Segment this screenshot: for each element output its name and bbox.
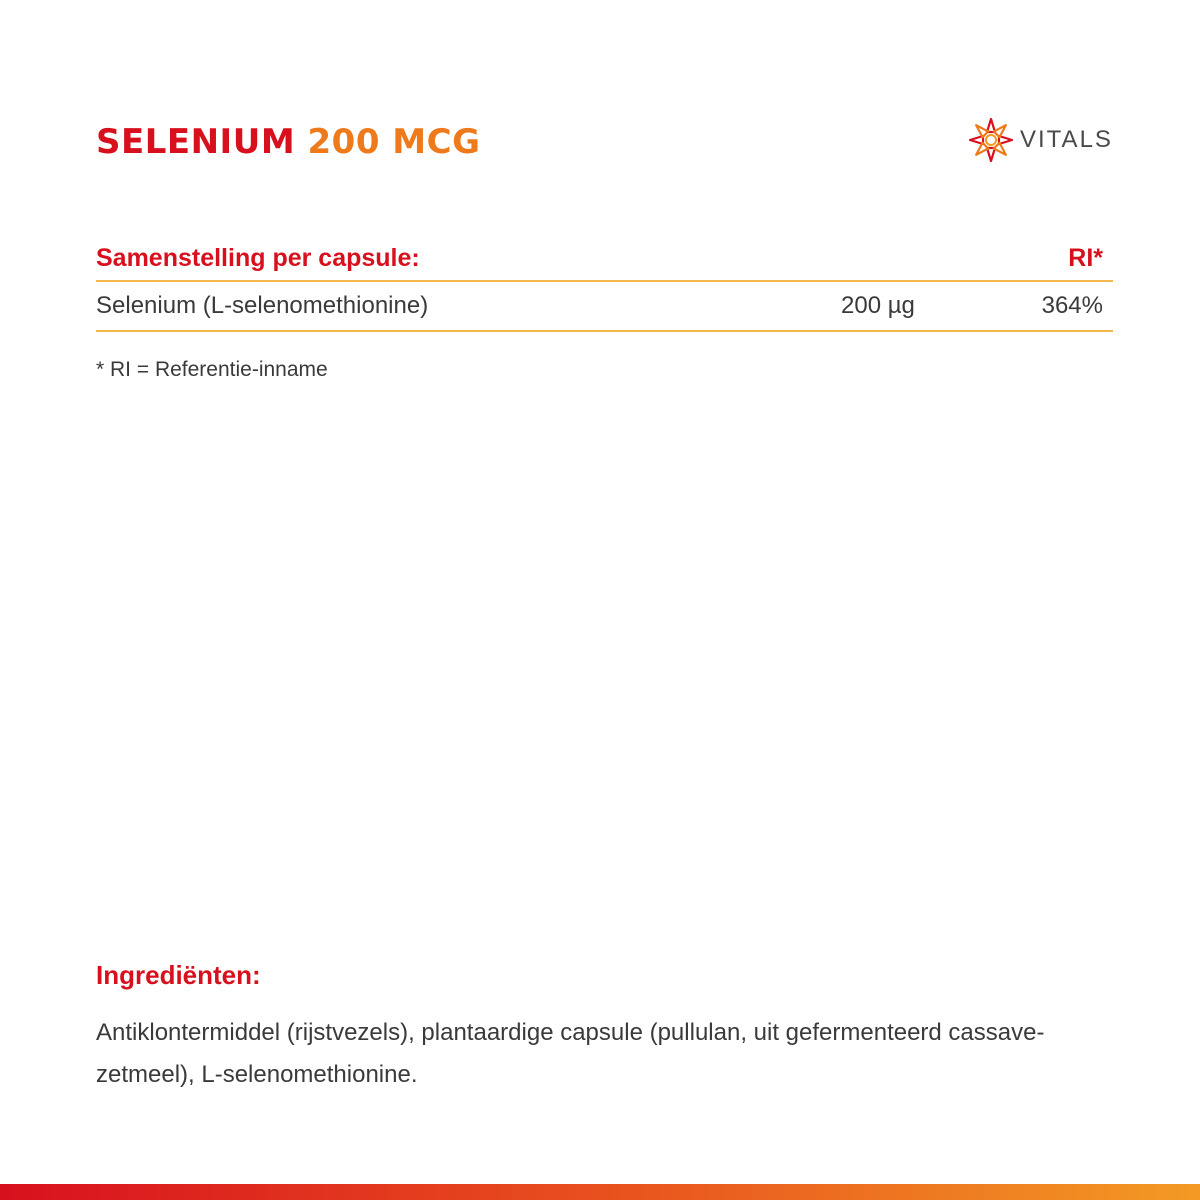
product-title-dosage: 200 MCG [307,122,481,162]
product-title [96,118,481,166]
ingredient-ri: 364% [1041,292,1103,319]
star-burst-icon [968,117,1014,163]
ingredients-text: Antiklontermiddel (rijstvezels), plantaardige capsule (pullulan, uit gefermenteerd cassave-zetmeel), L-selenomethionine. [96,1019,1045,1088]
nutrition-table-header [96,236,1113,282]
table-row [96,282,1113,332]
bottom-gradient-bar [0,1184,1200,1200]
product-title-name: SELENIUM [96,122,296,162]
ingredients-title: Ingrediënten: [96,960,261,990]
table-header-ri: RI* [1068,243,1103,272]
ingredient-name: Selenium (L-selenomethionine) [96,292,429,319]
nutrition-table [96,236,1113,332]
ri-footnote: * RI = Referentie-inname [96,358,328,381]
brand-logo [968,116,1113,164]
table-header-label: Samenstelling per capsule: [96,243,420,272]
brand-logo-text: VITALS [1020,126,1113,153]
ingredient-amount: 200 µg [841,292,915,319]
